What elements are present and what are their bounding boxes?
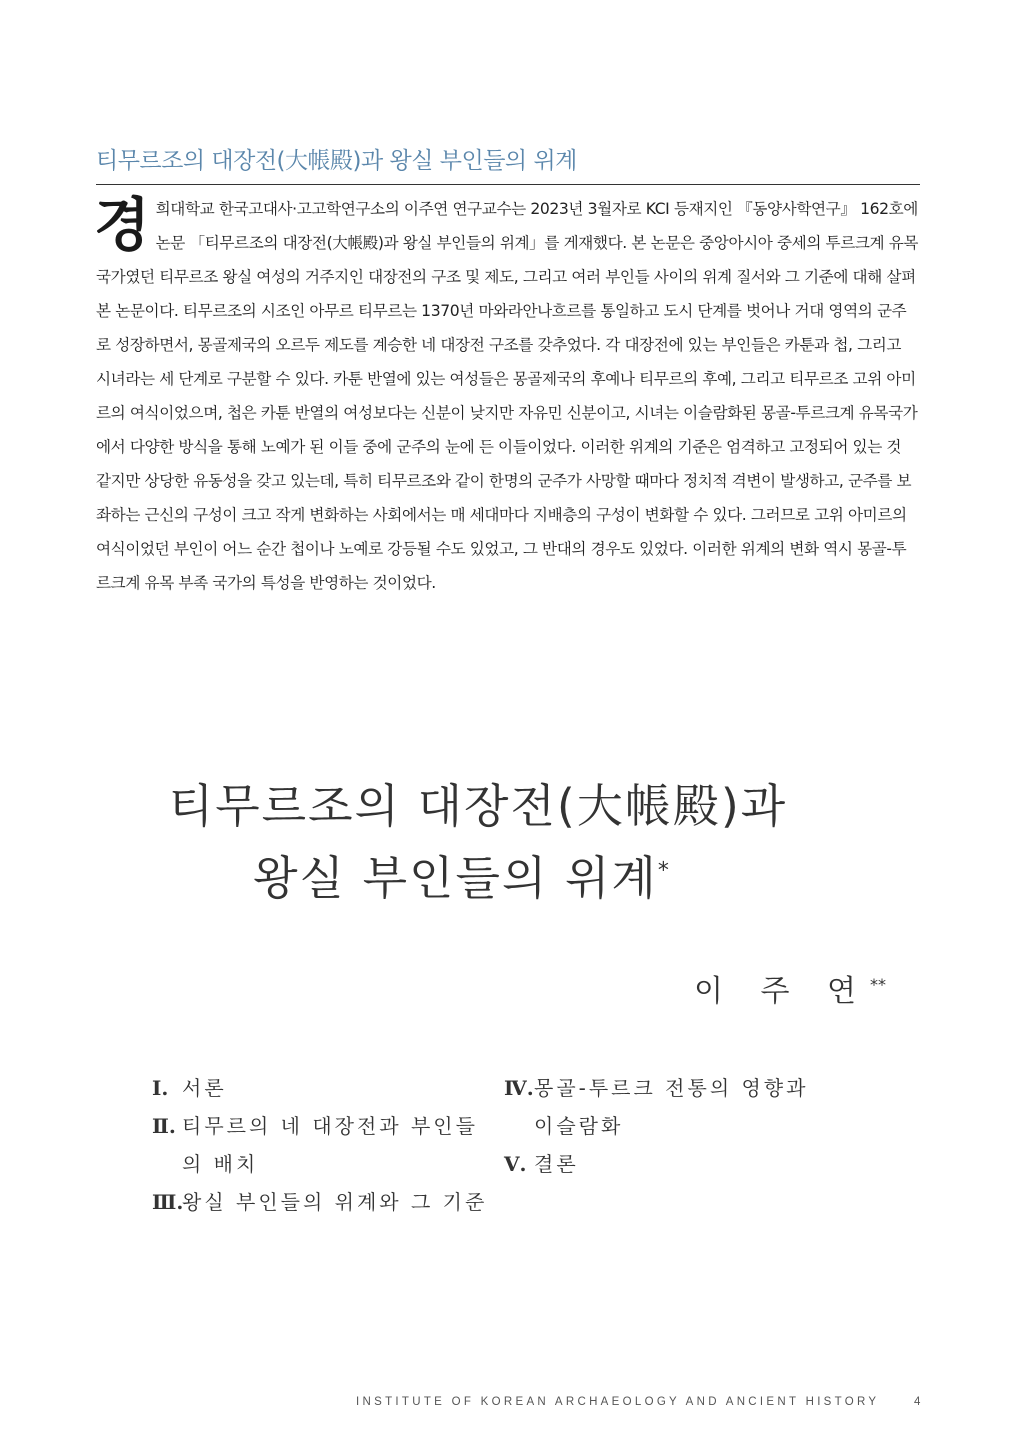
paper-author — [694, 966, 886, 1010]
toc-text: 이슬람화 — [534, 1114, 624, 1138]
toc-item — [152, 1110, 478, 1139]
toc-item — [152, 1186, 487, 1215]
author-footnote-mark: ** — [870, 975, 886, 994]
article-text: 희대학교 한국고대사·고고학연구소의 이주연 연구교수는 2023년 3월자로 KCI 등재지인 『동양사학연구』 162호에 논문 「티무르조의 대장전(大帳殿)과 왕실 부인들의 위계」를 게재했다. 본 논문은 중앙아시아 중세의 투르크계 유목국가였던 티무르조 왕실 여성의 거주지인 대장전의 구조 및 제도, 그리고 여러 부인들 사이의 위계 질서와 그 기준에 대해 살펴본 논문이다. 티무르조의 시조인 아무르 티무르는 1370년 마와라안나흐르를 통일하고 도시 단계를 벗어나 거대 영역의 군주로 성장하면서, 몽골제국의 오르두 제도를 계승한 네 대장전 구조를 갖추었다. 각 대장전에 있는 부인들은 카툰과 첩, 그리고 시녀라는 세 단계로 구분할 수 있다. 카툰 반열에 있는 여성들은 몽골제국의 후예나 티무르의 후예, 그리고 티무르조 고위 아미르의 여식이었으며, 첩은 카툰 반열의 여성보다는 신분이 낮지만 자유민 신분이고, 시녀는 이슬람화된 몽골-투르크계 유목국가에서 다양한 방식을 통해 노예가 된 이들 중에 군주의 눈에 든 이들이었다. 이러한 위계의 기준은 엄격하고 고정되어 있는 것 같지만 상당한 유동성을 갖고 있는데, 특히 티무르조와 같이 한명의 군주가 사망할 때마다 정치적 격변이 발생하고, 군주를 보좌하는 근신의 구성이 크고 작게 변화하는 사회에서는 매 세대마다 지배층의 구성이 변화할 수 있다. 그러므로 고위 아미르의 여식이었던 부인이 어느 순간 첩이나 노예로 강등될 수도 있었고, 그 반대의 경우도 있었다. 이러한 위계의 변화 역시 몽골-투르크계 유목 부족 국가의 특성을 반영하는 것이었다. — [96, 200, 919, 592]
title-divider — [96, 184, 920, 185]
paper-title-line-2-text: 왕실 부인들의 위계 — [253, 851, 658, 905]
footer-institute-name: INSTITUTE OF KOREAN ARCHAEOLOGY AND ANCIENT HISTORY — [356, 1396, 880, 1408]
section-title: 티무르조의 대장전(大帳殿)과 왕실 부인들의 위계 — [96, 148, 577, 174]
toc-text: 왕실 부인들의 위계와 그 기준 — [182, 1190, 488, 1214]
toc-number: Ⅴ. — [504, 1152, 527, 1176]
toc-item — [504, 1072, 808, 1101]
toc-item — [182, 1148, 258, 1177]
toc-item — [534, 1110, 623, 1139]
toc-text: 의 배치 — [182, 1152, 259, 1176]
toc-number: Ⅲ. — [152, 1190, 184, 1214]
title-footnote-mark: * — [657, 858, 671, 884]
toc-number: Ⅳ. — [504, 1076, 534, 1100]
toc-number: Ⅱ. — [152, 1114, 176, 1138]
author-name: 이 주 연 — [693, 974, 870, 1009]
page-number: 4 — [914, 1396, 921, 1408]
drop-cap: 경 — [94, 191, 150, 259]
toc-text: 티무르의 네 대장전과 부인들 — [182, 1114, 478, 1138]
toc-text: 몽골-투르크 전통의 영향과 — [534, 1076, 809, 1100]
paper-title-line-2 — [50, 842, 874, 908]
toc-item — [152, 1072, 227, 1101]
article-body — [96, 192, 920, 600]
toc-text: 결론 — [534, 1152, 579, 1176]
paper-title-page-scan — [96, 700, 920, 1260]
toc-item — [504, 1148, 579, 1177]
toc-text: 서론 — [182, 1076, 227, 1100]
paper-title-line-1: 티무르조의 대장전(大帳殿)과 — [168, 779, 788, 833]
toc-number: Ⅰ. — [152, 1076, 169, 1100]
